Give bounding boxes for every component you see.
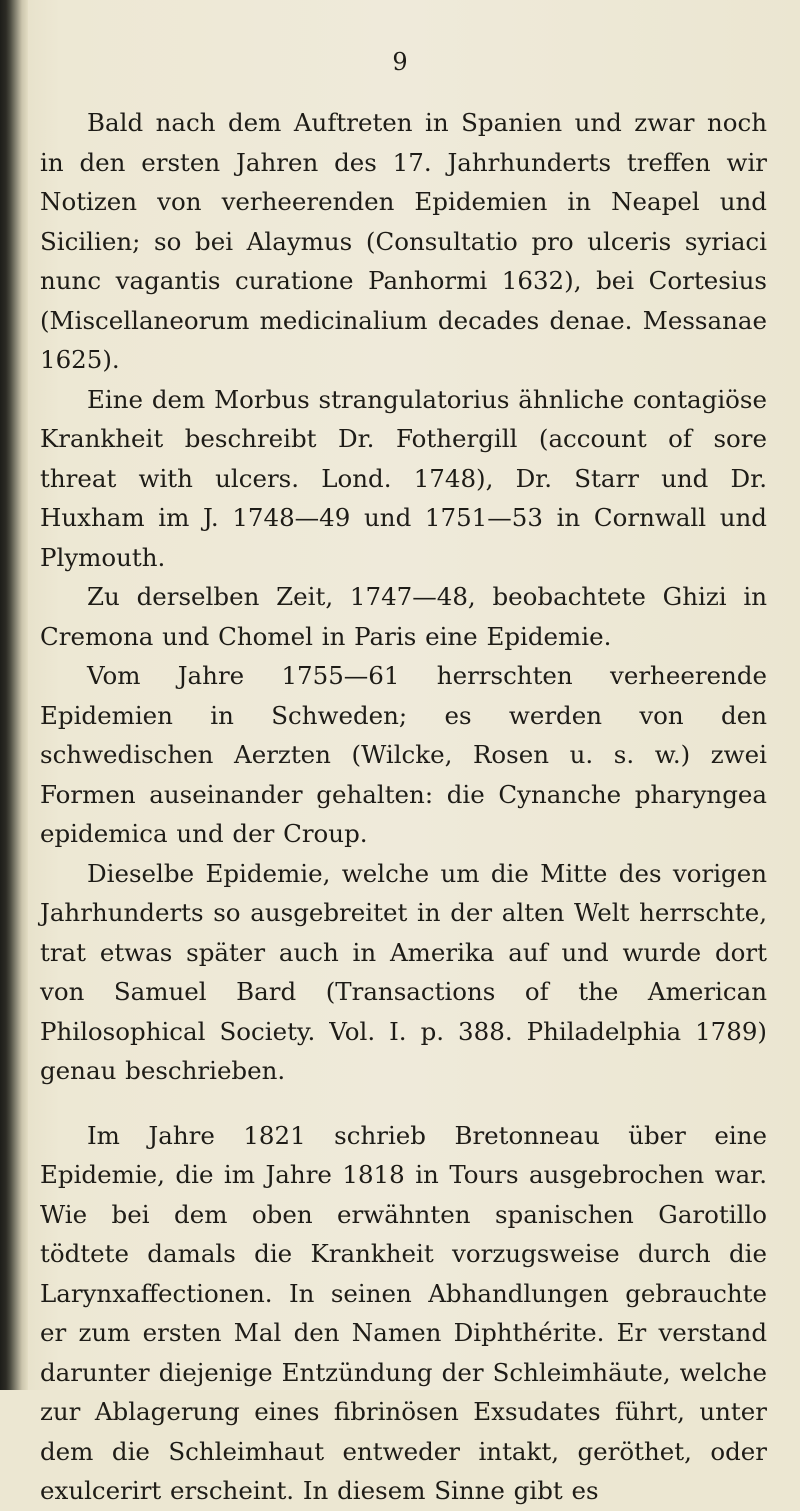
paragraph-5: Dieselbe Epidemie, welche um die Mitte des vorigen Jahrhunderts so ausgebreitet in der alten Welt herrschte, trat etwas später auch in Amerika auf und wurde dort von Samuel Bard (Transactions of the American Philosophical Society. Vol. I. p. 388. Philadelphia 1789) genau beschrieben. (40, 858, 767, 1085)
paragraph-1: Bald nach dem Auftreten in Spanien und zwar noch in den ersten Jahren des 17. Jahrhunderts treffen wir Notizen von verheerenden Epidemien in Neapel und Sicilien; so bei Alaymus (Consultatio pro ulceris syriaci nunc vagantis curatione Panhormi 1632), bei Cortesius (Miscellaneorum medicinalium decades denae. Messanae 1625). (40, 108, 767, 374)
body-text (40, 103, 767, 1511)
paragraph-2: Eine dem Morbus strangulatorius ähnliche contagiöse Krankheit beschreibt Dr. Fothergill (account of sore threat with ulcers. Lond. 1748), Dr. Starr und Dr. Huxham im J. 1748—49 und 1751—53 in Cornwall und Plymouth. (40, 384, 767, 572)
paragraph-6: Im Jahre 1821 schrieb Bretonneau über eine Epidemie, die im Jahre 1818 in Tours ausgebrochen war. Wie bei dem oben erwähnten spanischen Garotillo tödtete damals die Krankheit vorzugsweise durch die Larynxaffectionen. In seinen Abhandlungen gebrauchte er zum ersten Mal den Namen Diphthérite. Er verstand darunter diejenige Entzündung der Schleimhäute, welche zur Ablagerung eines fibrinösen Exsudates führt, unter dem die Schleimhaut entweder intakt, geröthet, oder exulcerirt erscheint. In diesem Sinne gibt es (40, 1120, 767, 1505)
paragraph-4: Vom Jahre 1755—61 herrschten verheerende Epidemien in Schweden; es werden von den schwedischen Aerzten (Wilcke, Rosen u. s. w.) zwei Formen auseinander gehalten: die Cynanche pharyngea epidemica und der Croup. (40, 661, 767, 848)
book-binding-gutter (0, 0, 28, 1390)
paragraph-3: Zu derselben Zeit, 1747—48, beobachtete Ghizi in Cremona und Chomel in Paris eine Epidemie. (40, 582, 767, 651)
page-number: 9 (392, 48, 408, 76)
